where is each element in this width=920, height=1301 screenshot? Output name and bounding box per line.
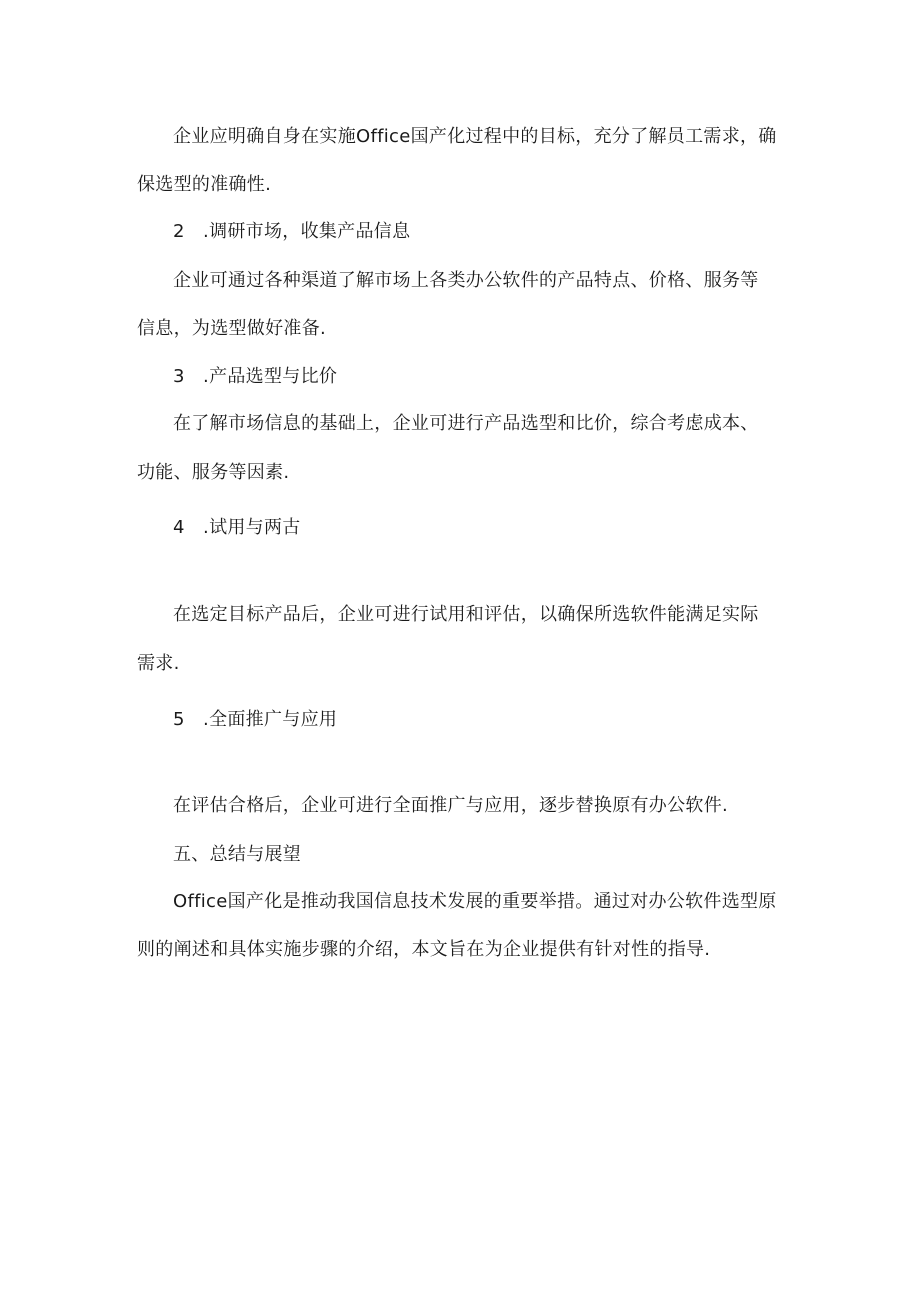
section-summary-heading: 五、总结与展望 (173, 844, 302, 865)
paragraph-trial-line-2: 需求. (137, 653, 180, 674)
paragraph-trial-line-1: 在选定目标产品后，企业可进行试用和评估，以确保所选软件能满足实际 (173, 604, 759, 625)
paragraph-market-line-2: 信息，为选型做好准备. (137, 318, 327, 339)
paragraph-goal-line-1: 企业应明确自身在实施Office国产化过程中的目标，充分了解员工需求，确 (173, 126, 777, 147)
paragraph-selection-line-1: 在了解市场信息的基础上，企业可进行产品选型和比价，综合考虑成本、 (173, 413, 759, 434)
paragraph-market-line-1: 企业可通过各种渠道了解市场上各类办公软件的产品特点、价格、服务等 (173, 270, 759, 291)
paragraph-goal-line-2: 保选型的准确性. (137, 174, 272, 195)
step-5-heading: 5 .全面推广与应用 (173, 709, 338, 730)
paragraph-summary-line-2: 则的阐述和具体实施步骤的介绍，本文旨在为企业提供有针对性的指导. (137, 939, 711, 960)
step-2-heading: 2 .调研市场，收集产品信息 (173, 221, 411, 242)
step-4-heading: 4 .试用与两古 (173, 517, 301, 538)
paragraph-selection-line-2: 功能、服务等因素. (137, 462, 290, 483)
paragraph-summary-line-1: Office国产化是推动我国信息技术发展的重要举措。通过对办公软件选型原 (173, 891, 777, 912)
step-3-heading: 3 .产品选型与比价 (173, 366, 338, 387)
paragraph-rollout-line-1: 在评估合格后，企业可进行全面推广与应用，逐步替换原有办公软件. (173, 795, 729, 816)
